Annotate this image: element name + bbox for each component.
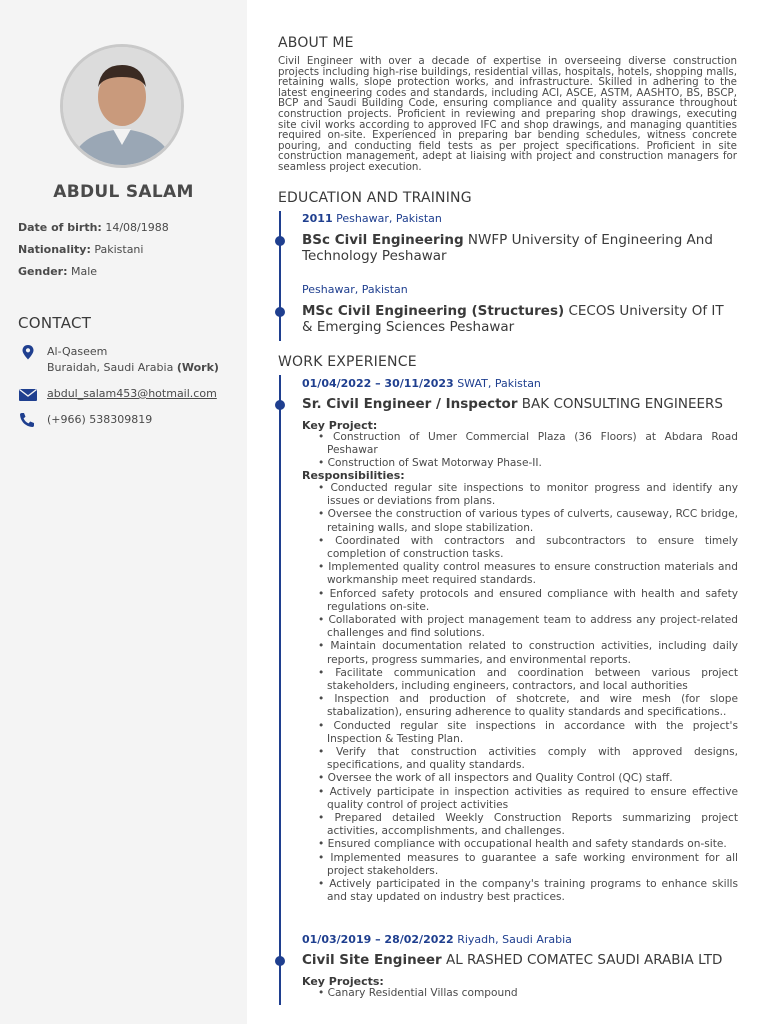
job-2-date	[302, 933, 572, 946]
list-item: • Construction of Swat Motorway Phase-II.	[302, 457, 738, 470]
profile-photo	[60, 44, 184, 168]
about-heading: ABOUT ME	[278, 35, 354, 51]
education-timeline	[279, 211, 281, 341]
email-link[interactable]: abdul_salam453@hotmail.com	[47, 387, 217, 400]
list-item: • Actively participate in inspection activities as required to ensure effective quality control of project activities	[302, 786, 738, 812]
timeline-dot	[275, 956, 285, 966]
list-item: • Maintain documentation related to construction activities, including daily reports, progress summaries, and environmental reports.	[302, 640, 738, 666]
job-2-role: Civil Site Engineer	[302, 952, 442, 968]
education-1-title	[302, 232, 738, 264]
contact-heading: CONTACT	[18, 314, 92, 332]
full-name: ABDUL SALAM	[53, 182, 194, 202]
education-2-date	[302, 283, 408, 296]
dob-label: Date of birth:	[18, 221, 102, 234]
about-text: Civil Engineer with over a decade of expertise in overseeing diverse construction projects including high-rise buildings, residential villas, hospitals, hotels, shopping malls, retaining walls, slope protection works, and infrastructure. Skilled in adhering to the latest engineering codes and standards, including ACI, ASCE, ASTM, AASHTO, BS, BSCP, BCP and Saudi Building Code, ensuring compliance and quality assurance throughout construction projects. Proficient in reviewing and preparing shop drawings, executing site civil works according to approved IFC and shop drawings, and managing quantities required on-site. Experienced in preparing bar bending schedules, witness concrete pouring, and conducting field tests as per project specifications. Proficient in site construction management, adept at liaising with project and construction managers for seamless project execution.	[278, 55, 737, 173]
phone-icon	[18, 412, 38, 428]
nationality-label: Nationality:	[18, 243, 91, 256]
job-1-role: Sr. Civil Engineer / Inspector	[302, 396, 518, 412]
job-2-company: AL RASHED COMATEC SAUDI ARABIA LTD	[445, 952, 723, 968]
job-1-projects	[302, 431, 738, 471]
list-item: • Prepared detailed Weekly Construction Reports summarizing project activities, accomplishments, and challenges.	[302, 812, 738, 838]
work-timeline	[279, 375, 281, 1005]
address-line1: Al-Qaseem	[47, 345, 108, 358]
job-1-company: BAK CONSULTING ENGINEERS	[521, 396, 723, 412]
list-item: • Coordinated with contractors and subcontractors to ensure timely completion of construction tasks.	[302, 535, 738, 561]
education-1-degree: BSc Civil Engineering	[302, 232, 464, 248]
work-heading: WORK EXPERIENCE	[278, 354, 417, 370]
education-heading: EDUCATION AND TRAINING	[278, 190, 472, 206]
job-1-title	[302, 396, 738, 412]
envelope-icon	[18, 386, 38, 402]
nationality-value: Pakistani	[94, 243, 144, 256]
timeline-dot	[275, 400, 285, 410]
timeline-dot	[275, 236, 285, 246]
location-pin-icon	[18, 344, 38, 360]
education-1-location: Peshawar, Pakistan	[336, 212, 442, 225]
gender-label: Gender:	[18, 265, 68, 278]
dob-value: 14/08/1988	[105, 221, 169, 234]
job-1-resp-label: Responsibilities:	[302, 469, 405, 482]
job-2-location: Riyadh, Saudi Arabia	[457, 933, 572, 946]
list-item: • Inspection and production of shotcrete, and wire mesh (for slope stabalization), ensuring adherence to quality standards and specifications..	[302, 693, 738, 719]
list-item: • Construction of Umer Commercial Plaza (36 Floors) at Abdara Road Peshawar	[302, 431, 738, 457]
address-line2: Buraidah, Saudi Arabia	[47, 361, 174, 374]
education-2-location: Peshawar, Pakistan	[302, 283, 408, 296]
job-2-projects-label: Key Projects:	[302, 975, 384, 988]
list-item: • Oversee the work of all inspectors and Quality Control (QC) staff.	[302, 772, 738, 785]
job-2-dates: 01/03/2019 – 28/02/2022	[302, 933, 454, 946]
gender-value: Male	[70, 265, 98, 278]
list-item: • Collaborated with project management team to address any project-related challenges and find solutions.	[302, 614, 738, 640]
education-1-date	[302, 212, 442, 225]
timeline-dot	[275, 307, 285, 317]
date-of-birth	[18, 221, 169, 234]
gender	[18, 265, 97, 278]
address-tag: (Work)	[176, 361, 219, 374]
job-2-title	[302, 952, 738, 968]
list-item: • Canary Residential Villas compound	[302, 987, 738, 1000]
list-item: • Oversee the construction of various types of culverts, causeway, RCC bridge, retaining walls, and slope stabilization.	[302, 508, 738, 534]
education-1-year: 2011	[302, 212, 333, 225]
job-1-responsibilities	[302, 482, 738, 905]
list-item: • Conducted regular site inspections to monitor progress and identify any issues or deviations from plans.	[302, 482, 738, 508]
list-item: • Conducted regular site inspections in accordance with the project's Inspection & Testing Plan.	[302, 720, 738, 746]
list-item: • Implemented measures to guarantee a safe working environment for all project stakeholders.	[302, 852, 738, 878]
list-item: • Actively participated in the company's training programs to enhance skills and stay updated on industry best practices.	[302, 878, 738, 904]
job-1-projects-label: Key Project:	[302, 419, 378, 432]
list-item: • Verify that construction activities comply with approved designs, specifications, and quality standards.	[302, 746, 738, 772]
list-item: • Ensured compliance with occupational health and safety standards on-site.	[302, 838, 738, 851]
job-2-projects	[302, 987, 738, 1000]
education-2-degree: MSc Civil Engineering (Structures)	[302, 303, 565, 319]
education-1-institution: NWFP University of Engineering And Technology Peshawar	[302, 232, 713, 264]
list-item: • Enforced safety protocols and ensured compliance with health and safety regulations on-site.	[302, 588, 738, 614]
list-item: • Implemented quality control measures to ensure construction materials and workmanship meet required standards.	[302, 561, 738, 587]
education-2-title	[302, 303, 738, 335]
nationality	[18, 243, 143, 256]
job-1-location: SWAT, Pakistan	[457, 377, 541, 390]
sidebar	[0, 0, 247, 1024]
phone-number: (+966) 538309819	[47, 413, 153, 426]
job-1-date	[302, 377, 541, 390]
education-2-institution: CECOS University Of IT & Emerging Sciences Peshawar	[302, 303, 724, 335]
list-item: • Facilitate communication and coordination between various project stakeholders, including engineers, contractors, and local authorities	[302, 667, 738, 693]
job-1-dates: 01/04/2022 – 30/11/2023	[302, 377, 454, 390]
